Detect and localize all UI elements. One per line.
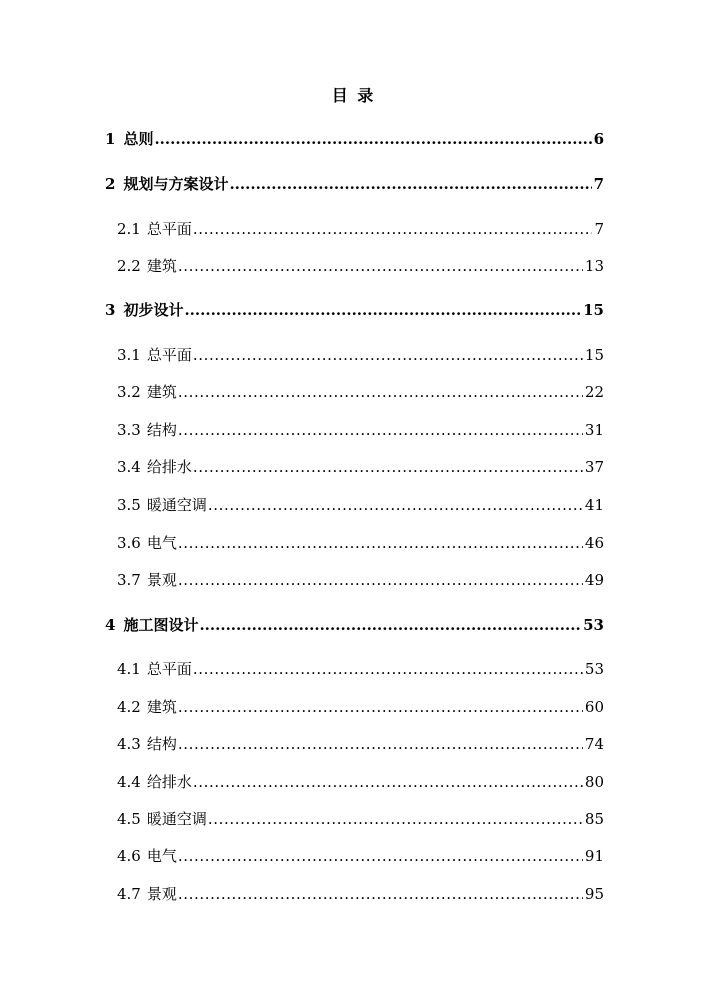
toc-entry-page-number: 53 — [584, 660, 604, 678]
toc-section-entry — [117, 846, 604, 866]
toc-entry-title: 建筑 — [146, 698, 177, 716]
toc-entry-number: 3.5 — [117, 496, 141, 514]
toc-entry-number: 2.1 — [117, 220, 141, 238]
toc-entry-number: 4.1 — [117, 660, 141, 678]
toc-section-entry — [117, 772, 604, 792]
toc-entry-number: 3.4 — [117, 458, 141, 476]
toc-dot-leader — [178, 697, 583, 717]
toc-entry-title: 电气 — [146, 847, 177, 865]
toc-entry-number: 1 — [105, 130, 116, 148]
toc-dot-leader — [178, 420, 583, 440]
toc-entry-title: 总平面 — [146, 346, 192, 364]
toc-section-entry — [117, 884, 604, 904]
toc-entry-title: 景观 — [146, 571, 177, 589]
toc-entry-page-number: 6 — [593, 130, 604, 148]
toc-dot-leader — [193, 772, 583, 792]
toc-entry-page-number: 80 — [584, 773, 604, 791]
toc-entry-title: 初步设计 — [123, 301, 184, 319]
toc-entry-page-number: 7 — [594, 220, 604, 238]
toc-dot-leader — [178, 382, 583, 402]
toc-entry-number: 3.7 — [117, 571, 141, 589]
toc-dot-leader — [193, 457, 583, 477]
toc-entry-page-number: 91 — [584, 847, 604, 865]
toc-entry-number: 3.3 — [117, 421, 141, 439]
toc-entry-title: 给排水 — [146, 773, 192, 791]
toc-dot-leader — [178, 570, 583, 590]
toc-entry-page-number: 22 — [584, 383, 604, 401]
toc-entry-page-number: 15 — [584, 346, 604, 364]
toc-section-entry — [117, 570, 604, 590]
toc-dot-leader — [178, 256, 583, 276]
toc-section-entry — [117, 382, 604, 402]
toc-entry-number: 4.7 — [117, 885, 141, 903]
toc-entry-title: 建筑 — [146, 257, 177, 275]
toc-section-entry — [117, 457, 604, 477]
toc-entry-title: 暖通空调 — [146, 810, 207, 828]
toc-entry-page-number: 13 — [584, 257, 604, 275]
toc-chapter-entry — [105, 129, 604, 149]
toc-entry-title: 建筑 — [146, 383, 177, 401]
toc-dot-leader — [208, 495, 583, 515]
toc-entry-page-number: 46 — [584, 534, 604, 552]
toc-entry-page-number: 95 — [584, 885, 604, 903]
toc-entry-number: 4.2 — [117, 698, 141, 716]
toc-chapter-entry — [105, 174, 604, 194]
toc-section-entry — [117, 219, 604, 239]
toc-section-entry — [117, 659, 604, 679]
toc-entry-page-number: 60 — [584, 698, 604, 716]
toc-entry-title: 结构 — [146, 735, 177, 753]
toc-entry-number: 4.4 — [117, 773, 141, 791]
toc-entry-number: 3.6 — [117, 534, 141, 552]
toc-entry-title: 结构 — [146, 421, 177, 439]
toc-entry-title: 电气 — [146, 534, 177, 552]
toc-entry-title: 总则 — [123, 130, 154, 148]
toc-entry-number: 3.1 — [117, 346, 141, 364]
toc-entry-number: 2.2 — [117, 257, 141, 275]
toc-dot-leader — [208, 809, 583, 829]
toc-entry-number: 2 — [105, 175, 116, 193]
toc-section-entry — [117, 697, 604, 717]
toc-entry-page-number: 7 — [593, 175, 604, 193]
toc-entry-title: 给排水 — [146, 458, 192, 476]
toc-dot-leader — [193, 345, 583, 365]
toc-dot-leader — [154, 129, 591, 149]
toc-entry-number: 4.6 — [117, 847, 141, 865]
toc-chapter-entry — [105, 300, 604, 320]
toc-section-entry — [117, 734, 604, 754]
toc-entry-number: 4.3 — [117, 735, 141, 753]
toc-entry-page-number: 37 — [584, 458, 604, 476]
toc-dot-leader — [229, 174, 591, 194]
toc-section-entry — [117, 256, 604, 276]
toc-entry-page-number: 53 — [583, 616, 604, 634]
toc-entry-page-number: 74 — [584, 735, 604, 753]
toc-entry-title: 总平面 — [146, 660, 192, 678]
toc-entry-page-number: 49 — [584, 571, 604, 589]
toc-section-entry — [117, 533, 604, 553]
toc-dot-leader — [193, 219, 593, 239]
toc-entry-page-number: 31 — [584, 421, 604, 439]
toc-entry-number: 3 — [105, 301, 116, 319]
toc-entry-title: 施工图设计 — [123, 616, 199, 634]
toc-section-entry — [117, 420, 604, 440]
toc-dot-leader — [199, 615, 581, 635]
toc-section-entry — [117, 809, 604, 829]
toc-chapter-entry — [105, 615, 604, 635]
toc-dot-leader — [178, 734, 583, 754]
toc-dot-leader — [193, 659, 583, 679]
toc-section-entry — [117, 495, 604, 515]
toc-dot-leader — [178, 533, 583, 553]
toc-entry-number: 3.2 — [117, 383, 141, 401]
toc-entry-page-number: 15 — [583, 301, 604, 319]
toc-entry-page-number: 41 — [584, 496, 604, 514]
toc-dot-leader — [184, 300, 581, 320]
toc-entry-title: 总平面 — [146, 220, 192, 238]
toc-entry-title: 景观 — [146, 885, 177, 903]
toc-title: 目 录 — [331, 86, 376, 105]
toc-dot-leader — [178, 884, 583, 904]
toc-entry-title: 暖通空调 — [146, 496, 207, 514]
toc-section-entry — [117, 345, 604, 365]
toc-dot-leader — [178, 846, 583, 866]
toc-entry-page-number: 85 — [584, 810, 604, 828]
toc-entry-number: 4.5 — [117, 810, 141, 828]
toc-entry-title: 规划与方案设计 — [123, 175, 229, 193]
toc-entry-number: 4 — [105, 616, 116, 634]
